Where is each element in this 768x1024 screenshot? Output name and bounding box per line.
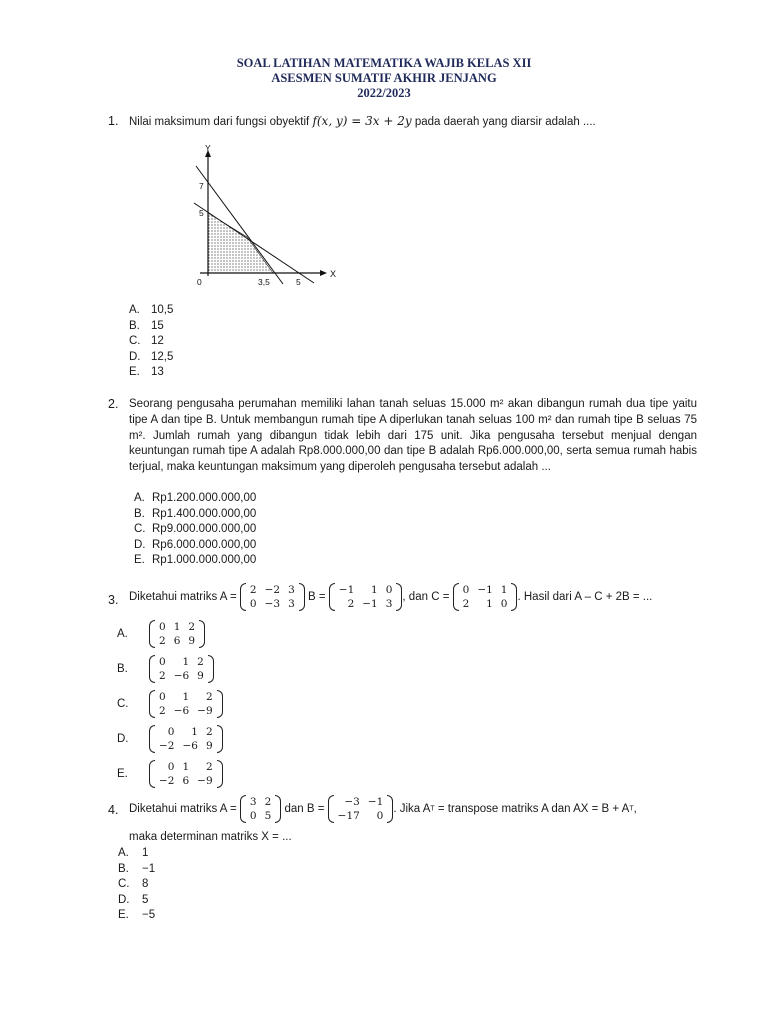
q1-option-b[interactable]: B. 15 xyxy=(129,319,164,332)
shaded-region xyxy=(208,213,273,273)
q1-graph xyxy=(190,140,350,290)
x-axis-label: X xyxy=(330,269,337,279)
q3-matrix-a: 2 −2 3 0 −3 3 xyxy=(240,583,305,611)
document-header xyxy=(0,56,768,101)
q4-option-d[interactable]: D. 5 xyxy=(118,893,149,906)
q2-option-a[interactable]: A. Rp1.200.000.000,00 xyxy=(134,492,257,504)
x-tick-3-5: 3,5 xyxy=(258,277,270,287)
q4-option-b[interactable]: B. −1 xyxy=(118,862,156,875)
q4-option-c[interactable]: C. 8 xyxy=(118,878,149,891)
q3-matrix-b: −1 1 0 2 −1 3 xyxy=(329,583,403,611)
y-tick-7: 7 xyxy=(199,181,204,191)
q3-option-c[interactable]: C. 0 1 2 2 −6 −9 xyxy=(117,690,223,718)
q2-option-e[interactable]: E. Rp1.000.000.000,00 xyxy=(134,554,257,567)
q4-text-line2: maka determinan matriks X = ... xyxy=(129,831,292,843)
x-axis-arrow xyxy=(320,270,327,276)
y-tick-5: 5 xyxy=(199,208,204,218)
q4-text: Diketahui matriks A = 3 2 0 5 dan B = −3 −1 −17 0 . Jika AT = transpose matriks A dan AX = B + AT, xyxy=(129,796,637,822)
q3-option-d-matrix: 0 1 2 −2 −6 9 xyxy=(149,725,223,753)
q2-options xyxy=(134,491,256,569)
origin-label: 0 xyxy=(197,277,202,287)
q3-text: Diketahui matriks A = 2 −2 3 0 −3 3 B = −1 1 0 2 −1 3 , dan C = 0 −1 1 2 1 0 . Hasil dari A – C + 2B = ... xyxy=(129,584,653,610)
q1-option-a[interactable]: A. 10,5 xyxy=(129,304,174,316)
q1-text: Nilai maksimum dari fungsi obyektif f(x, y) = 3x + 2y pada daerah yang diarsir adalah .... xyxy=(129,114,596,128)
q4-number: 4. xyxy=(108,803,119,817)
q2-option-c[interactable]: C. Rp9.000.000.000,00 xyxy=(134,523,257,536)
q3-option-e[interactable]: E. 0 1 2 −2 6 −9 xyxy=(117,760,223,788)
q4-matrix-a: 3 2 0 5 xyxy=(240,795,281,823)
q1-options xyxy=(129,303,173,381)
y-axis-label: Y xyxy=(205,143,211,153)
q2-option-b[interactable]: B. Rp1.400.000.000,00 xyxy=(134,507,257,520)
header-title: SOAL LATIHAN MATEMATIKA WAJIB KELAS XII xyxy=(236,56,532,70)
q2-text: Seorang pengusaha perumahan memiliki lahan tanah seluas 15.000 m² akan dibangun rumah dua tipe yaitu tipe A dan tipe B. Untuk membangun rumah tipe A diperlukan tanah seluas 100 m² dan rumah tipe B seluas 75 m². Jumlah rumah yang dibangun tidak lebih dari 175 unit. Jika pengusaha tersebut menjual dengan keuntungan rumah tipe A adalah Rp8.000.000,00 dan tipe B adalah Rp6.000.000,00, serta semua rumah habis terjual, maka keuntungan maksimum yang diperoleh pengusaha tersebut adalah ... xyxy=(129,398,697,474)
q3-option-a-matrix: 0 1 2 2 6 9 xyxy=(149,620,205,648)
q4-matrix-b: −3 −1 −17 0 xyxy=(328,795,394,823)
q3-option-b-matrix: 0 1 2 2 −6 9 xyxy=(149,655,214,683)
q4-option-e[interactable]: E. −5 xyxy=(118,909,156,922)
q3-option-b[interactable]: B. 0 1 2 2 −6 9 xyxy=(117,655,214,683)
q4-options xyxy=(118,846,155,924)
q3-option-c-matrix: 0 1 2 2 −6 −9 xyxy=(149,690,223,718)
q2-option-d[interactable]: D. Rp6.000.000.000,00 xyxy=(134,538,257,551)
q3-option-e-matrix: 0 1 2 −2 6 −9 xyxy=(149,760,223,788)
q3-option-d[interactable]: D. 0 1 2 −2 −6 9 xyxy=(117,725,223,753)
q1-option-c[interactable]: C. 12 xyxy=(129,335,164,348)
x-tick-5: 5 xyxy=(296,277,301,287)
q4-option-a[interactable]: A. 1 xyxy=(118,847,149,859)
q3-number: 3. xyxy=(108,593,119,607)
q2-number: 2. xyxy=(108,397,119,411)
q3-option-a[interactable]: A. 0 1 2 2 6 9 xyxy=(117,620,205,648)
q1-option-d[interactable]: D. 12,5 xyxy=(129,350,174,363)
q1-number: 1. xyxy=(108,114,119,128)
header-subtitle: ASESMEN SUMATIF AKHIR JENJANG xyxy=(271,71,497,85)
q1-option-e[interactable]: E. 13 xyxy=(129,366,164,379)
header-year: 2022/2023 xyxy=(357,86,411,100)
q3-matrix-c: 0 −1 1 2 1 0 xyxy=(453,583,518,611)
q1-formula: f(x, y) = 3x + 2y xyxy=(312,114,412,128)
